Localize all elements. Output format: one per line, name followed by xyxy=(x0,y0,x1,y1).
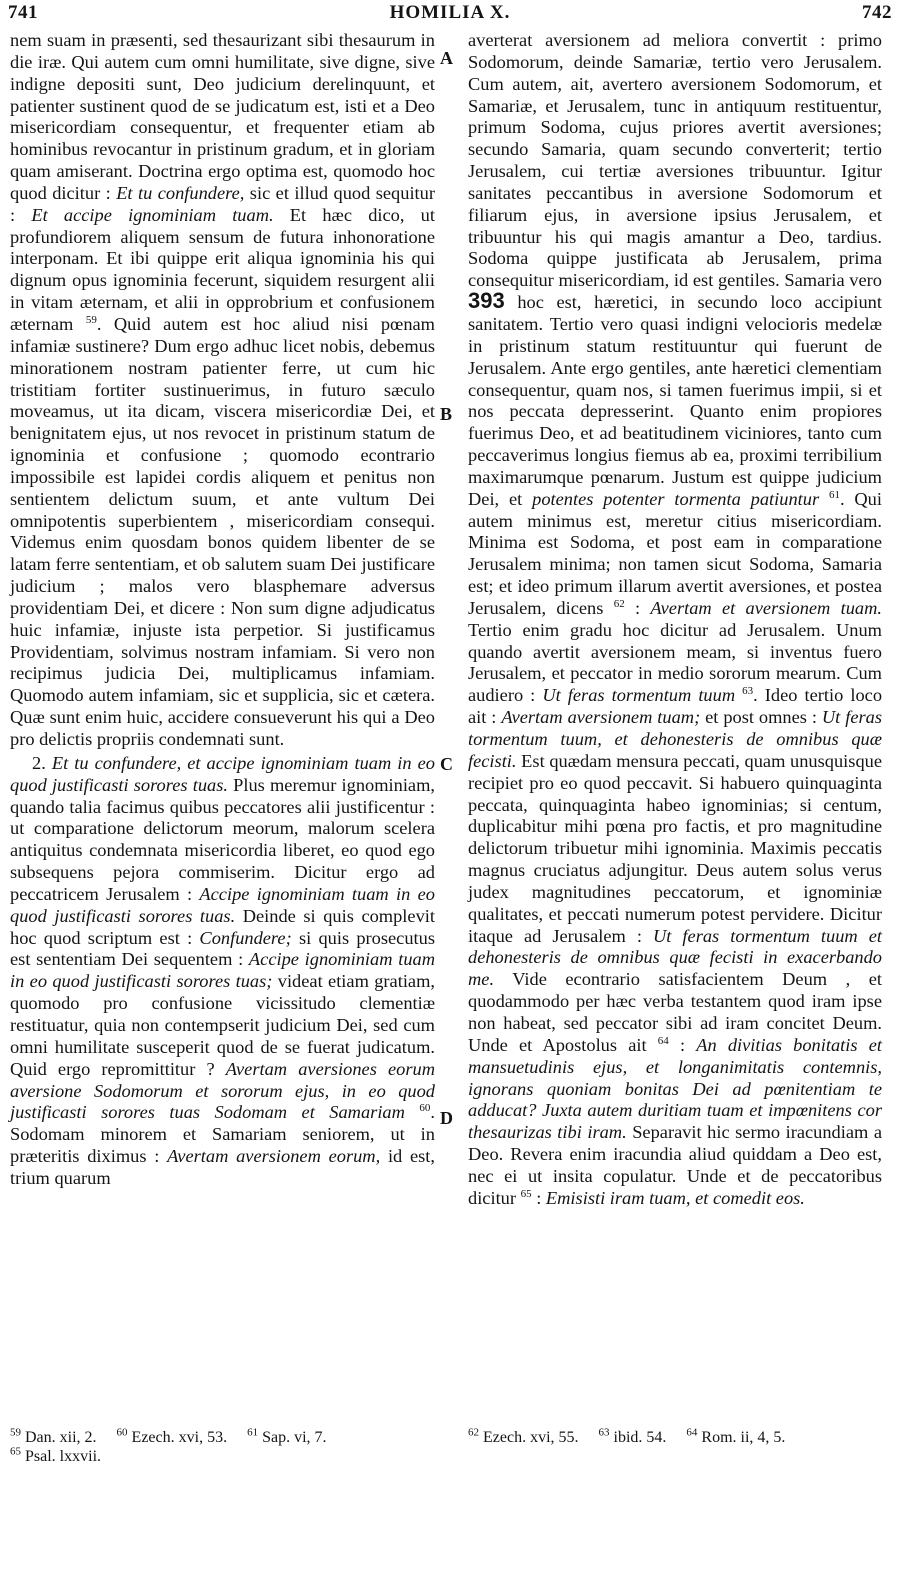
footnote-ref-64: 64 xyxy=(657,1034,669,1047)
right-column xyxy=(468,30,882,1210)
running-title: HOMILIA X. xyxy=(389,2,511,23)
left-paragraph-1: nem suam in præsenti, sed thesaurizant sibi thesaurum in die iræ. Qui autem cum omni humilitate, sive digne, sive indigne depositi sunt, Deo judicium derelinquunt, et patienter sustinent quod de se judicatum est, isti et a Deo misericordiam consequentur, et frequenter etiam ab hominibus revocantur in pristinum gradum, et in gloriam quam amiserant. Doctrina ergo optima est, quomodo hoc quod dicitur : Et tu confundere, sic et illud quod sequitur : Et accipe ignominiam tuam. Et hæc dico, ut profundiorem aliquem sensum de futura inhonoratione interponam. Et ibi quippe erit aliqua ignominia his qui dignum opus ignominia fecerunt, siquidem resurgent alii in vitam æternam, et alii in opprobrium et confusionem æternam $^{59}$. Quid autem est hoc aliud nisi pœnam infamiæ sustinere? Dum ergo adhuc licet nobis, debemus minorationem nostram patienter ferre, ut cum hic tristitiam fortiter sustinuerimus, in futuro sæculo moveamus, ut ita dicam, viscera misericordiæ Dei, et benignitatem ejus, ut nos revocet in pristinum statum de ignominia et confusione ; quomodo econtrario impossibile est lapidei cordis aliquem et penitus non sentientem delictum suum, et ante vultum Dei omnipotentis superbientem , misericordiam consequi. Videmus enim quosdam bonos quidem libenter de se latam ferre sententiam, et ob salutem suam Dei justificare judicium ; malos vero blasphemare adversus providentiam Dei, et dicere : Non sum digne adjudicatus huic infamiæ, injuste ista perpetior. Si justificamus Providentiam, solvimus nostram infamiam. Si vero non recipimus judicia Dei, multiplicamus infamiam. Quomodo autem infamiam, sic et supplicia, sic et cætera. Quæ sunt enim huic, accidere consueverunt his qui a Deo pro delictis propriis condemnati sunt. xyxy=(10,30,435,749)
footnote-ref-65: 65 xyxy=(520,1187,532,1200)
footnote-62: Ezech. xvi, 55. xyxy=(479,1429,579,1446)
margin-letter-c: C xyxy=(440,754,453,774)
footnote-ref-59: 59 xyxy=(85,313,97,326)
footnote-ref-62: 62 xyxy=(613,597,625,610)
right-paragraph-1: averterat aversionem ad meliora convertit : primo Sodomorum, deinde Samariæ, tertio vero Jerusalem. Cum autem, ait, avertero aversionem Sodomorum, et Samariæ, et Jerusalem, tunc in antiquum restituentur, primum Sodoma, cujus priores avertit aversiones; secundo Samaria, quam secundo converterit; tertio Jerusalem, cui tertiæ aversiones tribuuntur. Igitur sanitates peccantibus in aversione Sodomorum et filiarum ejus, in aversione ipsius Jerusalem, et tribuuntur his qui magis amantur a Deo, tardius. Sodoma quippe justificata ab Jerusalem, prima consequitur misericordiam, id est gentiles. Samaria vero 393 hoc est, hæretici, in secundo loco accipiunt sanitatem. Tertio vero quasi indigni velocioris medelæ in pristinum statum restituuntur qui fuerunt de Jerusalem. Ante ergo gentiles, ante hæretici clementiam consequentur, quam nos, si tamen fuerimus impii, si et nos peccata depresserint. Quanto enim propiores fuerimus Deo, et ad beatitudinem viciniores, tanto cum peccaverimus longius fiemus ab ea, proximi terribilium maximarumque pœnarum. Justum est quippe judicium Dei, et potentes potenter tormenta patiuntur $^{61}$. Qui autem minimus est, meretur citius misericordiam. Minima est Sodoma, et post eam in comparatione Jerusalem minima; non tamen sicut Sodoma, Samaria est; et ideo primum illarum avertit aversiones, et postea Jerusalem, dicens $^{62}$ : Avertam et aversionem tuam. Tertio enim gradu hoc dicitur ad Jerusalem. Unum quando avertit aversionem meam, si inventus fuero Jerusalem, et peccator in medio sororum mearum. Cum audiero : Ut feras tormentum tuum $^{63}$. Ideo tertio loco ait : Avertam aversionem tuam; et post omnes : Ut feras tormentum tuum, et dehonesteris de omnibus quæ fecisti. Est quædam mensura peccati, quam unusquisque recipiet pro eo quod peccavit. Si habuero quinquaginta peccata, quinquaginta habeo ignominias; si centum, duplicabitur mihi pœna pro factis, et pro magnitudine delictorum tribuetur mihi ignominia. Maximis peccatis magnus cruciatus adjungitur. Deus autem solus verus judex magnitudines peccatorum, et ignominiæ qualitates, et peccati numerum potest pervidere. Dicitur itaque ad Jerusalem : Ut feras tormentum tuum et dehonesteris de omnibus quæ fecisti in exacerbando me. Vide econtrario satisfacientem Deum , et quodammodo per hæc verba testantem quod iram ipse non habeat, sed peccator sibi ad iram concitet Deum. Unde et Apostolus ait $^{64}$ : An divitias bonitatis et mansuetudinis ejus, et longanimitatis contemnis, ignorans quoniam bonitas Dei ad pœnitentiam te adducat? Juxta autem duritiam tuam et impœnitens cor thesaurizas tibi iram. Separavit hic sermo iracundiam a Deo. Revera enim iracundia aliud quiddam a Deo est, nec ei ut insita copulatur. Unde et de peccatoribus dicitur $^{65}$ : Emisisti iram tuam, et comedit eos. xyxy=(468,30,883,1208)
footnotes-right: $^{62}$ Ezech. xvi, 55. $^{63}$ ibid. 54. $^{64}$ Rom. ii, 4, 5. xyxy=(468,1426,786,1446)
left-column xyxy=(10,30,435,1190)
footnote-64: Rom. ii, 4, 5. xyxy=(697,1429,786,1446)
footnotes-left: $^{59}$ Dan. xii, 2. $^{60}$ Ezech. xvi, 53. $^{61}$ Sap. vi, 7. $^{65}$ Psal. lxxvii. xyxy=(10,1426,327,1465)
footnote-63: ibid. 54. xyxy=(609,1429,667,1446)
margin-letter-b: B xyxy=(440,404,453,424)
page-number-right: 742 xyxy=(862,2,892,23)
margin-letter-d: D xyxy=(440,1108,453,1128)
footnote-65: Psal. lxxvii. xyxy=(21,1448,102,1465)
footnote-60: Ezech. xvi, 53. xyxy=(127,1429,228,1446)
running-header xyxy=(8,2,892,28)
footnote-ref-60: 60 xyxy=(419,1102,431,1115)
page-number-left: 741 xyxy=(8,2,38,23)
footnote-ref-63: 63 xyxy=(742,685,754,698)
footnote-59: Dan. xii, 2. xyxy=(21,1429,97,1446)
section-number: 2. xyxy=(32,752,52,773)
left-paragraph-2: 2. Et tu confundere, et accipe ignominiam tuam in eo quod justificasti sorores tuas. Plus meremur ignominiam, quando talia facimus quibus peccatores alii justificentur : ut comparatione delictorum meorum, malorum scelera antiquitus condemnata misericordia liberet, eo quod ego subsequens pejora commiserim. Dicitur ergo ad peccatricem Jerusalem : Accipe ignominiam tuam in eo quod justificasti sorores tuas. Deinde si quis complevit hoc quod scriptum est : Confundere; si quis prosecutus est sententiam Dei sequentem : Accipe ignominiam tuam in eo quod justificasti sorores tuas; videat etiam gratiam, quomodo pro confusione vicissitudo clementiæ restituatur, quia non contempserit judicium Dei, sed cum omni humilitate susceperit quod de se fuerat judicatum. Quid ergo repromittitur ? Avertam aversiones eorum aversione Sodomorum et sororum ejus, in eo quod justificasti sorores tuas Sodomam et Samariam $^{60}$. Sodomam minorem et Samariam seniorem, ut in præteritis diximus : Avertam aversionem eorum, id est, trium quarum xyxy=(10,752,436,1188)
footnote-ref-61: 61 xyxy=(828,488,840,501)
margin-letter-a: A xyxy=(440,48,453,68)
column-number: 393 xyxy=(468,288,505,314)
footnote-61: Sap. vi, 7. xyxy=(258,1429,327,1446)
